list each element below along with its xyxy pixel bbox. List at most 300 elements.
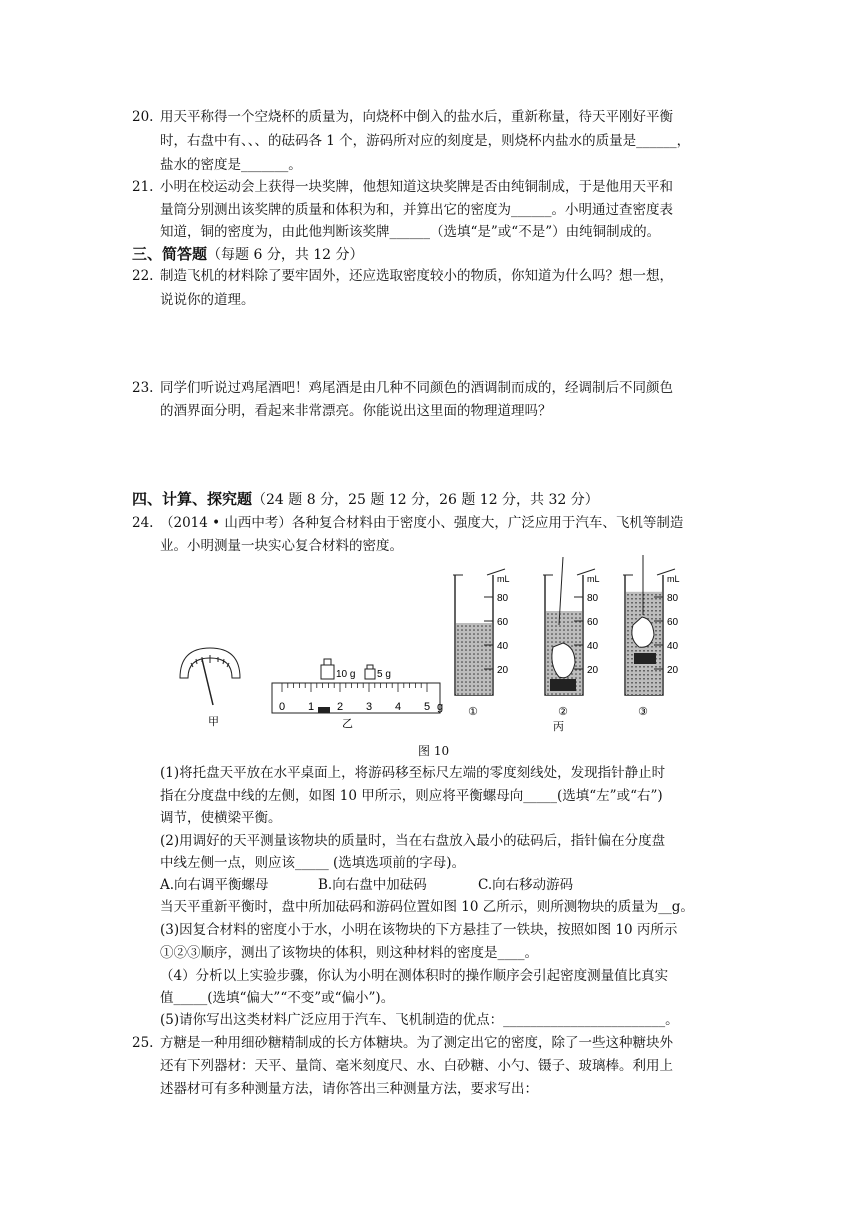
water-dot bbox=[477, 693, 479, 695]
water-dot bbox=[547, 641, 549, 643]
water-dot bbox=[627, 634, 629, 636]
water-dot bbox=[655, 646, 657, 648]
water-dot bbox=[547, 657, 549, 659]
water-dot bbox=[639, 598, 641, 600]
water-dot bbox=[465, 633, 467, 635]
water-dot bbox=[477, 629, 479, 631]
water-dot bbox=[465, 689, 467, 691]
water-dot bbox=[485, 641, 487, 643]
water-dot bbox=[627, 638, 629, 640]
water-dot bbox=[551, 629, 553, 631]
water-dot bbox=[635, 606, 637, 608]
q21-line-3: 知道，铜的密度为，由此他判断该奖牌______（选填“是”或“不是”）由纯铜制成的。 bbox=[160, 224, 661, 240]
water-dot bbox=[469, 633, 471, 635]
water-dot bbox=[473, 625, 475, 627]
water-dot bbox=[461, 657, 463, 659]
water-dot bbox=[461, 681, 463, 683]
water-dot bbox=[631, 666, 633, 668]
water-dot bbox=[485, 677, 487, 679]
water-dot bbox=[631, 662, 633, 664]
water-dot bbox=[651, 598, 653, 600]
water-dot bbox=[547, 653, 549, 655]
water-dot bbox=[647, 666, 649, 668]
water-dot bbox=[655, 598, 657, 600]
water-dot bbox=[477, 649, 479, 651]
iron-block bbox=[634, 653, 656, 664]
water-dot bbox=[627, 606, 629, 608]
q24-part-4a: （4）分析以上实验步骤，你认为小明在测体积时的操作顺序会引起密度测量值比真实 bbox=[160, 968, 669, 984]
water-dot bbox=[473, 657, 475, 659]
water-dot bbox=[643, 686, 645, 688]
water-dot bbox=[469, 641, 471, 643]
water-dot bbox=[643, 678, 645, 680]
water-dot bbox=[473, 629, 475, 631]
water-dot bbox=[659, 634, 661, 636]
section-4-scoring: （24 题 8 分，25 题 12 分，26 题 12 分，共 32 分） bbox=[252, 492, 599, 508]
q24-part-2a: (2)用调好的天平测量该物块的质量时，当在右盘放入最小的砝码后，指针偏在分度盘 bbox=[160, 833, 666, 849]
water-dot bbox=[659, 594, 661, 596]
water-dot bbox=[651, 646, 653, 648]
water-dot bbox=[655, 602, 657, 604]
water-dot bbox=[559, 625, 561, 627]
water-dot bbox=[571, 645, 573, 647]
water-dot bbox=[547, 681, 549, 683]
water-dot bbox=[555, 637, 557, 639]
water-dot bbox=[563, 629, 565, 631]
q21-line-2: 量筒分别测出该奖牌的质量和体积为和，并算出它的密度为______。小明通过查密度表 bbox=[160, 202, 673, 218]
water-dot bbox=[485, 685, 487, 687]
water-dot bbox=[575, 693, 577, 695]
water-dot bbox=[567, 693, 569, 695]
water-dot bbox=[643, 682, 645, 684]
water-dot bbox=[477, 665, 479, 667]
q23-line-1: 同学们听说过鸡尾酒吧！鸡尾酒是由几种不同颜色的酒调制而成的，经调制后不同颜色 bbox=[160, 380, 673, 396]
water-dot bbox=[559, 641, 561, 643]
water-dot bbox=[635, 646, 637, 648]
unit-label: mL bbox=[587, 574, 600, 584]
water-dot bbox=[627, 622, 629, 624]
q24-line-1: （2014 • 山西中考）各种复合材料由于密度小、强度大，广泛应用于汽车、飞机等制造 bbox=[160, 515, 684, 531]
water-dot bbox=[477, 685, 479, 687]
cylinder-number: ③ bbox=[638, 706, 648, 718]
section-3-heading bbox=[132, 244, 364, 265]
water-dot bbox=[461, 633, 463, 635]
water-dot bbox=[457, 649, 459, 651]
water-dot bbox=[559, 633, 561, 635]
water-dot bbox=[635, 618, 637, 620]
q23-line-2: 的酒界面分明，看起来非常漂亮。你能说出这里面的物理道理吗？ bbox=[160, 403, 552, 419]
water-dot bbox=[651, 666, 653, 668]
water-dot bbox=[473, 693, 475, 695]
water-dot bbox=[481, 637, 483, 639]
water-dot bbox=[559, 637, 561, 639]
water-dot bbox=[571, 637, 573, 639]
water-dot bbox=[481, 689, 483, 691]
unit-label: mL bbox=[667, 574, 680, 584]
water-dot bbox=[655, 650, 657, 652]
water-dot bbox=[631, 594, 633, 596]
water-dot bbox=[651, 670, 653, 672]
section-3-title: 三、简答题 bbox=[132, 245, 208, 263]
water-dot bbox=[655, 606, 657, 608]
water-dot bbox=[627, 662, 629, 664]
q20-number: 20. bbox=[132, 109, 154, 125]
water-dot bbox=[579, 693, 581, 695]
water-dot bbox=[551, 613, 553, 615]
water-dot bbox=[635, 666, 637, 668]
water-dot bbox=[551, 669, 553, 671]
q24-part-3b: ①②③顺序，测出了该物块的体积，则这种材料的密度是____。 bbox=[160, 945, 538, 961]
water-dot bbox=[469, 669, 471, 671]
water-dot bbox=[651, 690, 653, 692]
water-dot bbox=[651, 674, 653, 676]
water-dot bbox=[457, 669, 459, 671]
water-dot bbox=[469, 693, 471, 695]
water-dot bbox=[651, 606, 653, 608]
water-dot bbox=[477, 625, 479, 627]
q20-line-2: 时，右盘中有、、、的砝码各 1 个，游码所对应的刻度是，则烧杯内盐水的质量是______， bbox=[160, 133, 691, 149]
water-dot bbox=[659, 690, 661, 692]
water-dot bbox=[547, 693, 549, 695]
water-dot bbox=[635, 614, 637, 616]
scale-label: 40 bbox=[587, 641, 599, 652]
water-dot bbox=[473, 645, 475, 647]
water-dot bbox=[555, 613, 557, 615]
water-dot bbox=[469, 657, 471, 659]
water-dot bbox=[627, 690, 629, 692]
water-dot bbox=[477, 661, 479, 663]
water-dot bbox=[473, 661, 475, 663]
cylinder-3 bbox=[623, 555, 680, 718]
water-dot bbox=[627, 686, 629, 688]
water-dot bbox=[461, 665, 463, 667]
water-dot bbox=[655, 626, 657, 628]
scale-label: 40 bbox=[497, 641, 509, 652]
water-dot bbox=[547, 625, 549, 627]
water-dot bbox=[547, 633, 549, 635]
water-dot bbox=[461, 693, 463, 695]
q25-line-2: 还有下列器材：天平、量筒、毫米刻度尺、水、白砂糖、小勺、镊子、玻璃棒。利用上 bbox=[160, 1058, 673, 1074]
water-dot bbox=[627, 670, 629, 672]
water-dot bbox=[639, 690, 641, 692]
water-dot bbox=[639, 678, 641, 680]
water-dot bbox=[551, 673, 553, 675]
q21-line-1: 小明在校运动会上获得一块奖牌，他想知道这块奖牌是否由纯铜制成，于是他用天平和 bbox=[160, 179, 673, 195]
water-dot bbox=[651, 610, 653, 612]
water-dot bbox=[659, 686, 661, 688]
water-dot bbox=[555, 625, 557, 627]
water-dot bbox=[643, 674, 645, 676]
q24-option-b: B.向右盘中加砝码 bbox=[318, 877, 427, 893]
water-dot bbox=[547, 669, 549, 671]
water-dot bbox=[489, 665, 491, 667]
water-dot bbox=[461, 677, 463, 679]
water-dot bbox=[481, 673, 483, 675]
water-dot bbox=[635, 602, 637, 604]
water-dot bbox=[465, 649, 467, 651]
water-dot bbox=[659, 682, 661, 684]
water-dot bbox=[635, 650, 637, 652]
water-dot bbox=[631, 690, 633, 692]
water-dot bbox=[465, 625, 467, 627]
q22-number: 22. bbox=[132, 268, 154, 284]
water-dot bbox=[481, 665, 483, 667]
water-dot bbox=[481, 669, 483, 671]
water-dot bbox=[477, 689, 479, 691]
water-dot bbox=[639, 606, 641, 608]
water-dot bbox=[473, 681, 475, 683]
water-dot bbox=[627, 602, 629, 604]
water-dot bbox=[647, 670, 649, 672]
water-dot bbox=[489, 653, 491, 655]
water-dot bbox=[457, 661, 459, 663]
water-dot bbox=[485, 689, 487, 691]
water-dot bbox=[457, 657, 459, 659]
water-dot bbox=[473, 673, 475, 675]
water-dot bbox=[555, 641, 557, 643]
water-dot bbox=[659, 694, 661, 696]
water-dot bbox=[627, 666, 629, 668]
water-dot bbox=[579, 613, 581, 615]
water-dot bbox=[579, 661, 581, 663]
weights-and-ruler bbox=[272, 659, 443, 730]
water-dot bbox=[631, 650, 633, 652]
q24-number: 24. bbox=[132, 515, 154, 531]
water-dot bbox=[631, 686, 633, 688]
water-dot bbox=[579, 665, 581, 667]
water-dot bbox=[461, 689, 463, 691]
ruler-body bbox=[272, 683, 440, 713]
ruler-label: 3 bbox=[366, 701, 373, 713]
water-dot bbox=[469, 649, 471, 651]
water-dot bbox=[465, 677, 467, 679]
water-dot bbox=[457, 625, 459, 627]
water-dot bbox=[481, 649, 483, 651]
water-dot bbox=[481, 677, 483, 679]
water-dot bbox=[635, 686, 637, 688]
scale-label: 60 bbox=[667, 617, 679, 628]
water-dot bbox=[639, 610, 641, 612]
water-dot bbox=[477, 633, 479, 635]
water-dot bbox=[465, 653, 467, 655]
water-dot bbox=[655, 694, 657, 696]
scale-label: 80 bbox=[497, 593, 509, 604]
water-dot bbox=[659, 602, 661, 604]
water-dot bbox=[647, 694, 649, 696]
water-dot bbox=[489, 685, 491, 687]
water-dot bbox=[575, 617, 577, 619]
water-dot bbox=[489, 661, 491, 663]
water-dot bbox=[551, 625, 553, 627]
water-dot bbox=[477, 645, 479, 647]
label-bing: 丙 bbox=[553, 721, 564, 733]
water-dot bbox=[563, 633, 565, 635]
water-dot bbox=[579, 629, 581, 631]
water-dot bbox=[659, 666, 661, 668]
water-dot bbox=[627, 674, 629, 676]
water-dot bbox=[659, 606, 661, 608]
water-dot bbox=[457, 693, 459, 695]
water-dot bbox=[579, 689, 581, 691]
water-dot bbox=[477, 657, 479, 659]
water-dot bbox=[477, 677, 479, 679]
water-dot bbox=[461, 685, 463, 687]
water-dot bbox=[655, 642, 657, 644]
water-dot bbox=[651, 594, 653, 596]
water-dot bbox=[635, 694, 637, 696]
water-dot bbox=[465, 681, 467, 683]
water-dot bbox=[631, 610, 633, 612]
water-dot bbox=[647, 650, 649, 652]
water-dot bbox=[477, 681, 479, 683]
water-dot bbox=[659, 642, 661, 644]
water-dot bbox=[469, 677, 471, 679]
water-dot bbox=[655, 618, 657, 620]
water-dot bbox=[551, 693, 553, 695]
water-dot bbox=[465, 641, 467, 643]
water-dot bbox=[489, 641, 491, 643]
water-dot bbox=[481, 645, 483, 647]
water-dot bbox=[639, 650, 641, 652]
water-dot bbox=[489, 637, 491, 639]
water-dot bbox=[631, 674, 633, 676]
water-dot bbox=[485, 673, 487, 675]
water-dot bbox=[469, 665, 471, 667]
water-dot bbox=[567, 625, 569, 627]
water-dot bbox=[631, 682, 633, 684]
water-dot bbox=[477, 637, 479, 639]
water-dot bbox=[575, 649, 577, 651]
label-yi: 乙 bbox=[342, 718, 353, 730]
water-dot bbox=[485, 637, 487, 639]
water-dot bbox=[461, 673, 463, 675]
water-dot bbox=[659, 622, 661, 624]
water-dot bbox=[575, 673, 577, 675]
water-dot bbox=[485, 661, 487, 663]
water-dot bbox=[461, 629, 463, 631]
ruler-label: 1 bbox=[308, 701, 315, 713]
water-dot bbox=[469, 625, 471, 627]
water-dot bbox=[643, 694, 645, 696]
water-dot bbox=[627, 646, 629, 648]
water-dot bbox=[457, 629, 459, 631]
q24-line-2: 业。小明测量一块实心复合材料的密度。 bbox=[160, 538, 403, 554]
water-dot bbox=[465, 637, 467, 639]
water-dot bbox=[631, 646, 633, 648]
weight-10g-label: 10 g bbox=[336, 669, 356, 680]
water-dot bbox=[481, 681, 483, 683]
section-4-heading bbox=[132, 489, 599, 510]
weight-10g bbox=[321, 659, 355, 680]
water-dot bbox=[547, 613, 549, 615]
water-dot bbox=[563, 621, 565, 623]
water-dot bbox=[489, 633, 491, 635]
water-dot bbox=[555, 617, 557, 619]
water-dot bbox=[567, 677, 569, 679]
water-dot bbox=[579, 677, 581, 679]
iron-block bbox=[550, 679, 576, 691]
water-dot bbox=[647, 610, 649, 612]
water-dot bbox=[571, 641, 573, 643]
water-dot bbox=[643, 670, 645, 672]
water-dot bbox=[575, 629, 577, 631]
water-dot bbox=[579, 681, 581, 683]
water-dot bbox=[489, 681, 491, 683]
water-dot bbox=[547, 617, 549, 619]
water-dot bbox=[655, 690, 657, 692]
water-dot bbox=[457, 653, 459, 655]
unit-label: mL bbox=[497, 574, 510, 584]
water-dot bbox=[575, 633, 577, 635]
water-dot bbox=[647, 674, 649, 676]
water-dot bbox=[651, 686, 653, 688]
water-dot bbox=[457, 681, 459, 683]
water-dot bbox=[465, 685, 467, 687]
q24-part-3a: (3)因复合材料的密度小于水，小明在该物块的下方悬挂了一铁块，按照如图 10 丙所示 bbox=[160, 922, 678, 938]
water-dot bbox=[659, 610, 661, 612]
water-dot bbox=[551, 637, 553, 639]
water-dot bbox=[579, 617, 581, 619]
water-dot bbox=[655, 678, 657, 680]
water-dot bbox=[567, 637, 569, 639]
water-dot bbox=[485, 653, 487, 655]
water-dot bbox=[489, 629, 491, 631]
water-dot bbox=[473, 689, 475, 691]
water-dot bbox=[457, 633, 459, 635]
water-dot bbox=[579, 625, 581, 627]
water-dot bbox=[575, 613, 577, 615]
q24-option-a: A.向右调平衡螺母 bbox=[160, 877, 269, 893]
water-dot bbox=[473, 669, 475, 671]
water-dot bbox=[651, 650, 653, 652]
water-dot bbox=[575, 641, 577, 643]
water-dot bbox=[485, 629, 487, 631]
water-dot bbox=[489, 625, 491, 627]
water-dot bbox=[551, 617, 553, 619]
water-dot bbox=[659, 614, 661, 616]
water-dot bbox=[579, 657, 581, 659]
water-dot bbox=[571, 633, 573, 635]
water-dot bbox=[465, 629, 467, 631]
scale-label: 20 bbox=[497, 665, 509, 676]
water-dot bbox=[559, 629, 561, 631]
water-dot bbox=[485, 681, 487, 683]
water-dot bbox=[473, 637, 475, 639]
water-dot bbox=[485, 625, 487, 627]
water-dot bbox=[469, 653, 471, 655]
cylinder-number: ② bbox=[558, 706, 568, 718]
weight-5g bbox=[365, 665, 391, 680]
water-dot bbox=[659, 678, 661, 680]
water-dot bbox=[465, 669, 467, 671]
section-3-scoring: （每题 6 分，共 12 分） bbox=[207, 247, 364, 263]
water-dot bbox=[555, 621, 557, 623]
water-dot bbox=[627, 694, 629, 696]
water-dot bbox=[639, 694, 641, 696]
scale-label: 60 bbox=[497, 617, 509, 628]
water-dot bbox=[563, 613, 565, 615]
water-dot bbox=[655, 634, 657, 636]
q25-line-3: 述器材可有多种测量方法，请你答出三种测量方法，要求写出： bbox=[160, 1081, 538, 1097]
q25-number: 25. bbox=[132, 1035, 154, 1051]
water-dot bbox=[563, 617, 565, 619]
water-dot bbox=[579, 637, 581, 639]
water-dot bbox=[647, 686, 649, 688]
water-dot bbox=[547, 621, 549, 623]
water-dot bbox=[631, 670, 633, 672]
water-dot bbox=[461, 669, 463, 671]
q25-line-1: 方糖是一种用细砂糖精制成的长方体糖块。为了测定出它的密度，除了一些这种糖块外 bbox=[160, 1035, 673, 1051]
